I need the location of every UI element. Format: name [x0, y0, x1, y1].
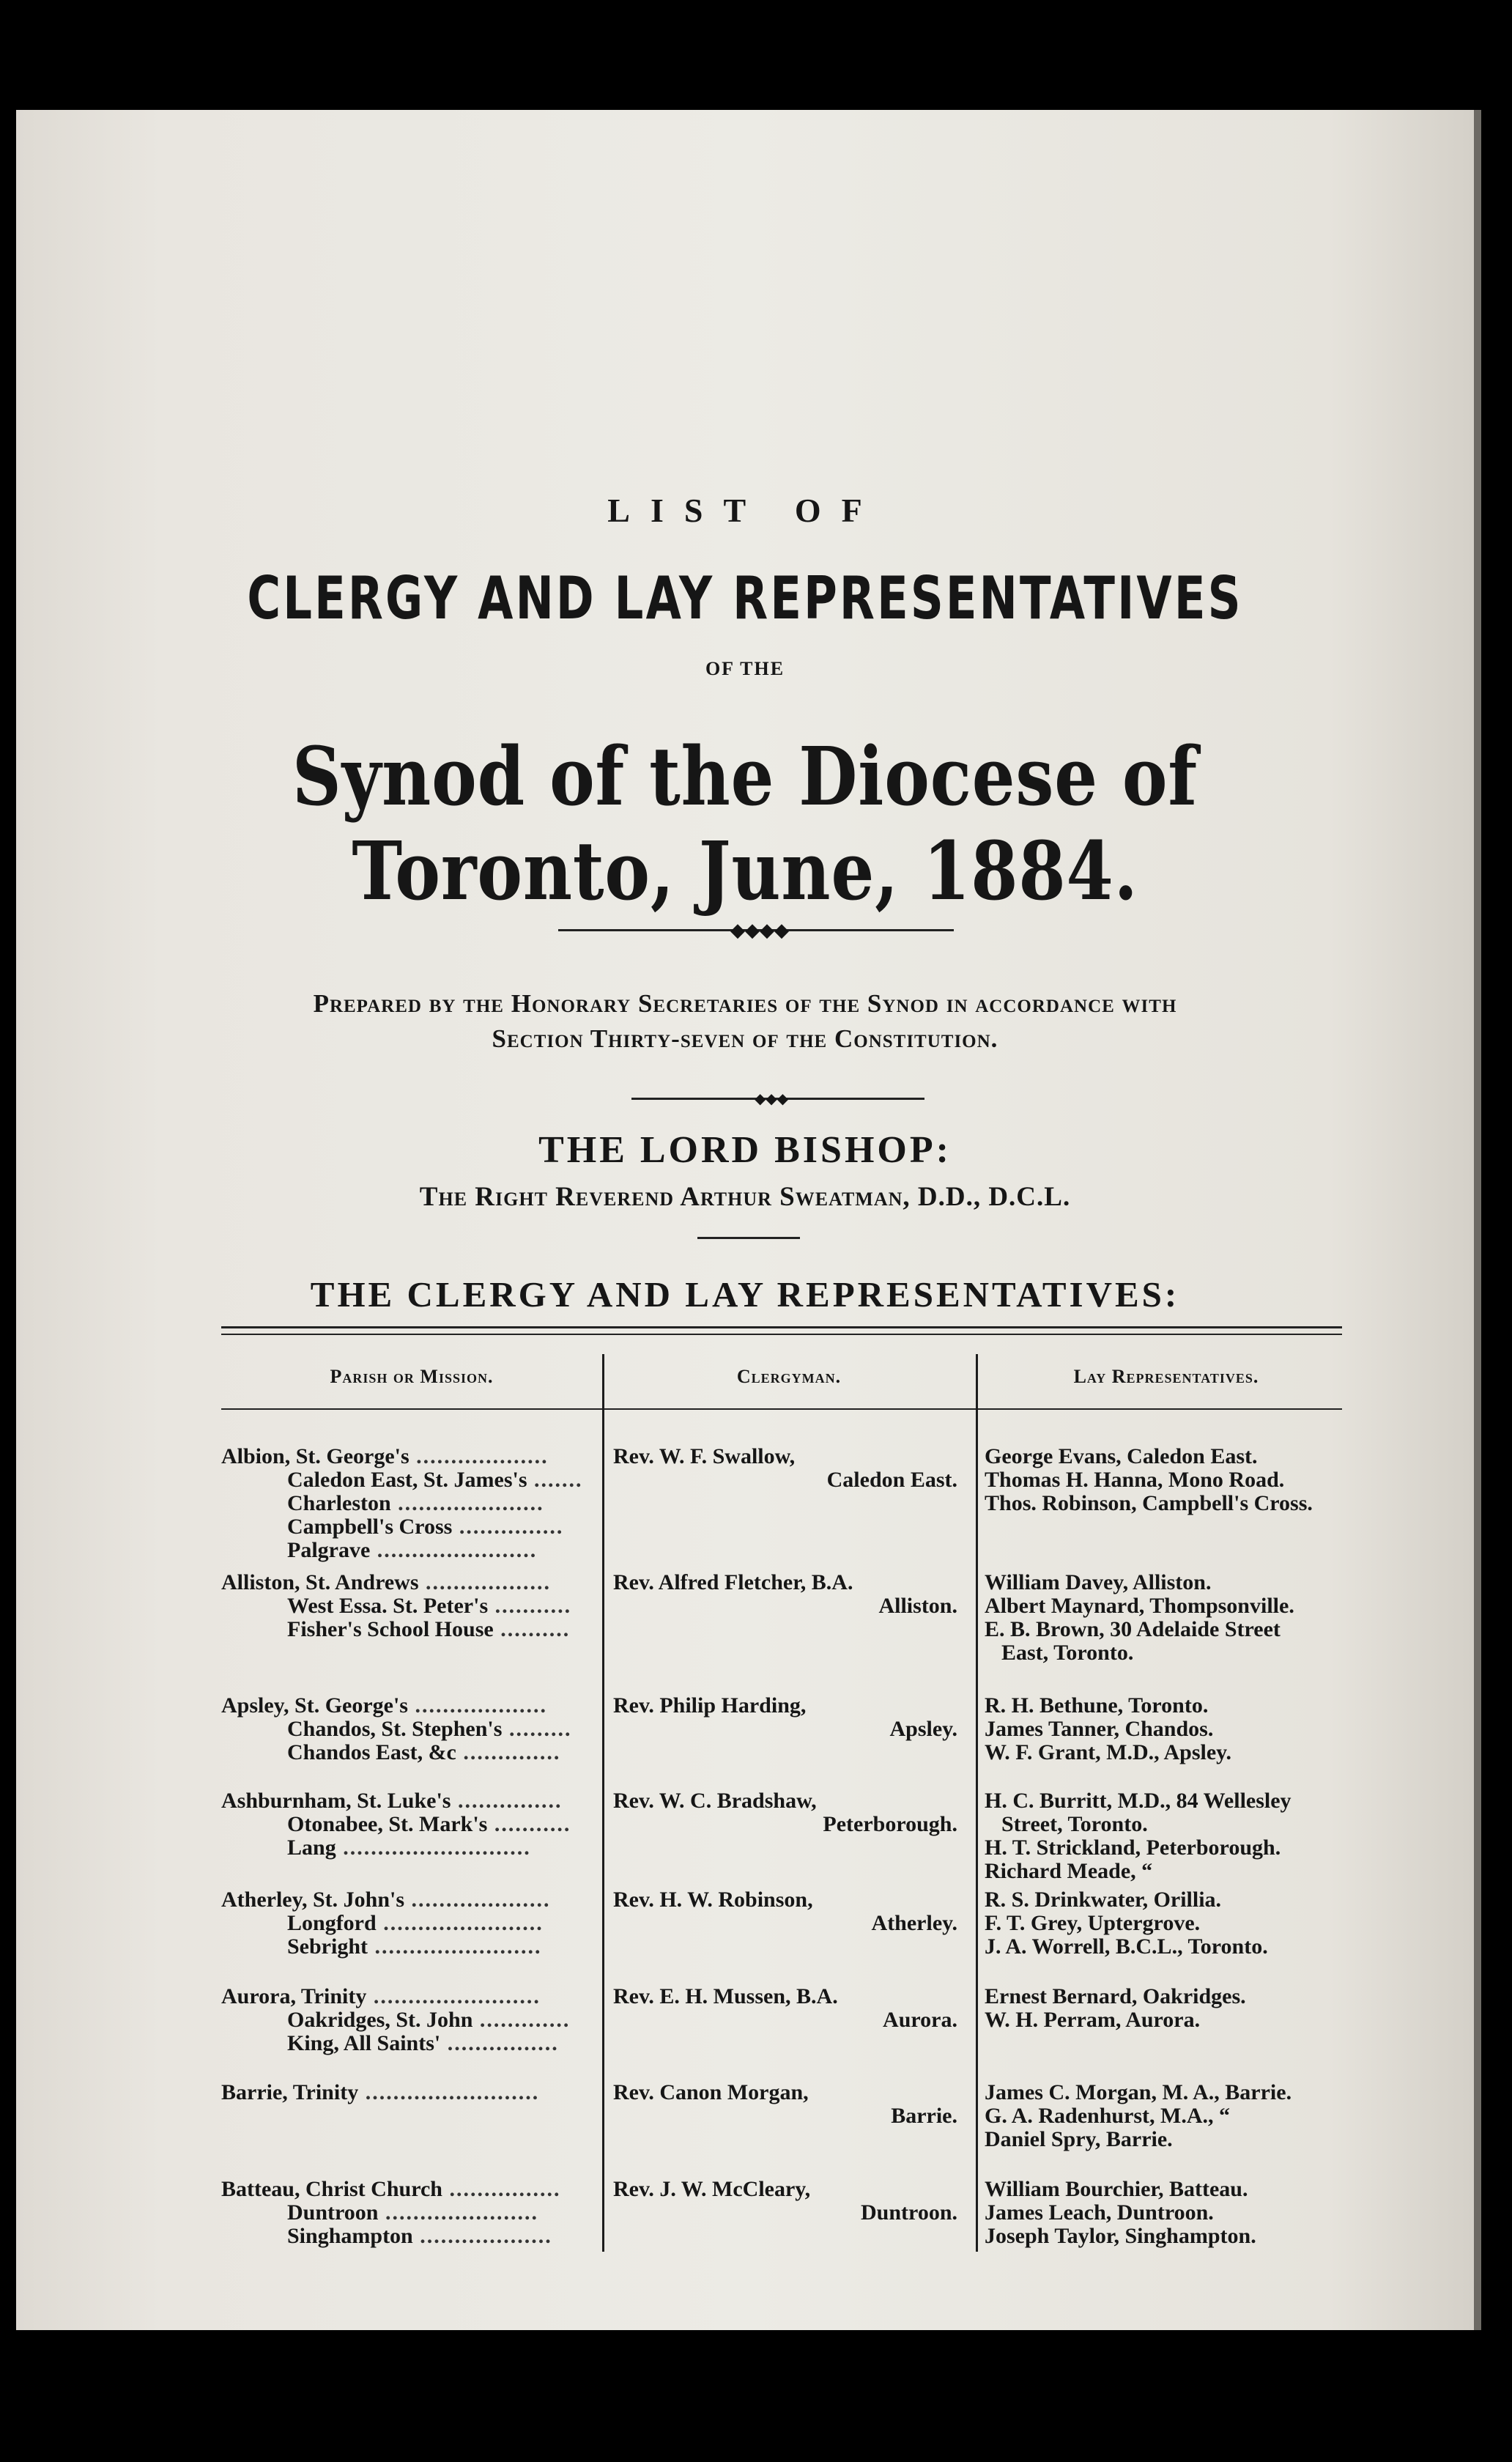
leader-dots: .....................	[390, 1491, 544, 1515]
prepared-line-2: Section Thirty-seven of the Constitution.	[492, 1024, 998, 1053]
leader-dots: .............	[472, 2008, 571, 2032]
leader-dots: ........................	[366, 1984, 541, 2008]
column-header-parish: Parish or Mission.	[330, 1366, 494, 1387]
clergyman-location: Apsley.	[889, 1717, 957, 1741]
bishop-name: The Right Reverend Arthur Sweatman, D.D., D.C.L.	[419, 1182, 1071, 1212]
clergyman-name: Rev. J. W. McCleary,	[613, 2177, 811, 2201]
synod-title: Synod of the Diocese of Toronto, June, 1884.	[292, 729, 1198, 918]
clergyman-name: Rev. Philip Harding,	[613, 1693, 807, 1718]
clergyman-name: Rev. H. W. Robinson,	[613, 1888, 813, 1912]
lay-representative: J. A. Worrell, B.C.L., Toronto.	[985, 1934, 1268, 1959]
parish-name: Ashburnham, St. Luke's ...............	[221, 1789, 563, 1813]
lay-representative: William Davey, Alliston.	[985, 1570, 1212, 1594]
mission-name: Singhampton ...................	[287, 2224, 552, 2248]
clergyman-name: Rev. Alfred Fletcher, B.A.	[613, 1570, 853, 1594]
lay-representative: E. B. Brown, 30 Adelaide Street	[985, 1617, 1281, 1641]
parish-name: Aurora, Trinity ........................	[221, 1984, 541, 2008]
lay-representative: James Leach, Duntroon.	[985, 2200, 1214, 2225]
leader-dots: .......................	[376, 1911, 544, 1935]
clergyman-location: Atherley.	[871, 1911, 957, 1935]
leader-dots: ...........	[488, 1594, 572, 1618]
leader-dots: .......	[527, 1468, 583, 1492]
list-of-heading: LIST OF	[607, 492, 883, 529]
lay-representative: William Bourchier, Batteau.	[985, 2177, 1248, 2201]
lay-representative: H. T. Strickland, Peterborough.	[985, 1836, 1281, 1860]
parish-name: Albion, St. George's ...................	[221, 1444, 549, 1468]
mission-name: Otonabee, St. Mark's ...........	[287, 1812, 571, 1836]
lay-representative: Ernest Bernard, Oakridges.	[985, 1984, 1246, 2008]
mission-name: Palgrave .......................	[287, 1538, 538, 1562]
clergy-heading: THE CLERGY AND LAY REPRESENTATIVES:	[310, 1274, 1180, 1315]
clergyman-name: Rev. E. H. Mussen, B.A.	[613, 1984, 838, 2008]
leader-dots: ...............	[451, 1789, 563, 1813]
parish-name: Batteau, Christ Church ................	[221, 2177, 561, 2201]
clergyman-location: Alliston.	[878, 1594, 957, 1618]
lay-representative: Daniel Spry, Barrie.	[985, 2127, 1173, 2151]
header-bottom-rule	[221, 1408, 1342, 1410]
lay-representative: Joseph Taylor, Singhampton.	[985, 2224, 1256, 2248]
leader-dots: ......................	[378, 2200, 538, 2225]
leader-dots: ...................	[409, 1444, 549, 1468]
leader-dots: ...................	[412, 2224, 552, 2248]
mission-name: Fisher's School House ..........	[287, 1617, 571, 1641]
clergyman-location: Duntroon.	[861, 2200, 957, 2225]
leader-dots: ...........................	[336, 1836, 531, 1860]
prepared-line-1: Prepared by the Honorary Secretaries of the Synod in accordance with	[313, 989, 1177, 1018]
lay-representative: R. H. Bethune, Toronto.	[985, 1693, 1209, 1718]
table-top-rule-2	[221, 1334, 1342, 1335]
page-title: CLERGY AND LAY REPRESENTATIVES	[247, 564, 1243, 632]
leader-dots: .......................	[370, 1538, 538, 1562]
mission-name: Lang ...........................	[287, 1836, 531, 1860]
leader-dots: ........................	[368, 1934, 542, 1959]
parish-name: Alliston, St. Andrews ..................	[221, 1570, 552, 1594]
lay-representative: Thomas H. Hanna, Mono Road.	[985, 1468, 1285, 1492]
small-divider-ornament-icon: ◆◆◆	[755, 1091, 789, 1107]
leader-dots: ...............	[452, 1515, 564, 1539]
mission-name: Campbell's Cross ...............	[287, 1515, 564, 1539]
leader-dots: ..............	[456, 1740, 561, 1764]
mission-name: Chandos East, &c ..............	[287, 1740, 561, 1764]
mission-name: Oakridges, St. John .............	[287, 2008, 571, 2032]
short-divider	[697, 1237, 800, 1239]
mission-name: Duntroon ......................	[287, 2200, 538, 2225]
lay-representative: R. S. Drinkwater, Orillia.	[985, 1888, 1222, 1912]
parish-name: Atherley, St. John's ....................	[221, 1888, 551, 1912]
mission-name: Sebright ........................	[287, 1934, 542, 1959]
mission-name: Longford .......................	[287, 1911, 544, 1935]
clergyman-location: Caledon East.	[826, 1468, 957, 1492]
leader-dots: ..........	[493, 1617, 571, 1641]
lay-representative: James C. Morgan, M. A., Barrie.	[985, 2080, 1292, 2104]
mission-name: Caledon East, St. James's .......	[287, 1468, 583, 1492]
clergyman-location: Aurora.	[883, 2008, 957, 2032]
clergyman-name: Rev. Canon Morgan,	[613, 2080, 809, 2104]
mission-name: West Essa. St. Peter's ...........	[287, 1594, 572, 1618]
lay-representative: W. F. Grant, M.D., Apsley.	[985, 1740, 1231, 1764]
clergyman-location: Peterborough.	[823, 1812, 957, 1836]
column-divider-1	[602, 1354, 604, 2252]
leader-dots: ..................	[418, 1570, 552, 1594]
lay-representative: Street, Toronto.	[1001, 1812, 1148, 1836]
parish-name: Barrie, Trinity .........................	[221, 2080, 540, 2104]
table-top-rule	[221, 1326, 1342, 1328]
lay-representative: F. T. Grey, Uptergrove.	[985, 1911, 1201, 1935]
lay-representative: H. C. Burritt, M.D., 84 Wellesley	[985, 1789, 1292, 1813]
lay-representative: G. A. Radenhurst, M.A., “	[985, 2104, 1231, 2128]
lay-representative: Albert Maynard, Thompsonville.	[985, 1594, 1294, 1618]
lay-representative: Thos. Robinson, Campbell's Cross.	[985, 1491, 1313, 1515]
mission-name: King, All Saints' ................	[287, 2031, 559, 2055]
lay-representative: W. H. Perram, Aurora.	[985, 2008, 1201, 2032]
of-the-label: OF THE	[705, 658, 785, 679]
lay-representative: James Tanner, Chandos.	[985, 1717, 1214, 1741]
leader-dots: ................	[440, 2031, 559, 2055]
column-divider-2	[976, 1354, 978, 2252]
lay-representative: George Evans, Caledon East.	[985, 1444, 1258, 1468]
mission-name: Charleston .....................	[287, 1491, 544, 1515]
parish-name: Apsley, St. George's ...................	[221, 1693, 547, 1718]
leader-dots: .........................	[358, 2080, 540, 2104]
leader-dots: ....................	[404, 1888, 551, 1912]
leader-dots: ...........	[487, 1812, 571, 1836]
mission-name: Chandos, St. Stephen's .........	[287, 1717, 572, 1741]
leader-dots: ...................	[408, 1693, 547, 1718]
lay-representative: Richard Meade, “	[985, 1859, 1153, 1883]
page	[16, 110, 1474, 2330]
bishop-title: THE LORD BISHOP:	[538, 1129, 952, 1171]
leader-dots: ................	[442, 2177, 561, 2201]
lay-representative: East, Toronto.	[1001, 1641, 1134, 1665]
clergyman-name: Rev. W. C. Bradshaw,	[613, 1789, 817, 1813]
divider-ornament-icon: ◆◆◆◆	[730, 920, 789, 941]
leader-dots: .........	[502, 1717, 572, 1741]
clergyman-name: Rev. W. F. Swallow,	[613, 1444, 796, 1468]
column-header-clergyman: Clergyman.	[736, 1366, 842, 1387]
clergyman-location: Barrie.	[891, 2104, 957, 2128]
column-header-lay: Lay Representatives.	[1073, 1366, 1259, 1387]
